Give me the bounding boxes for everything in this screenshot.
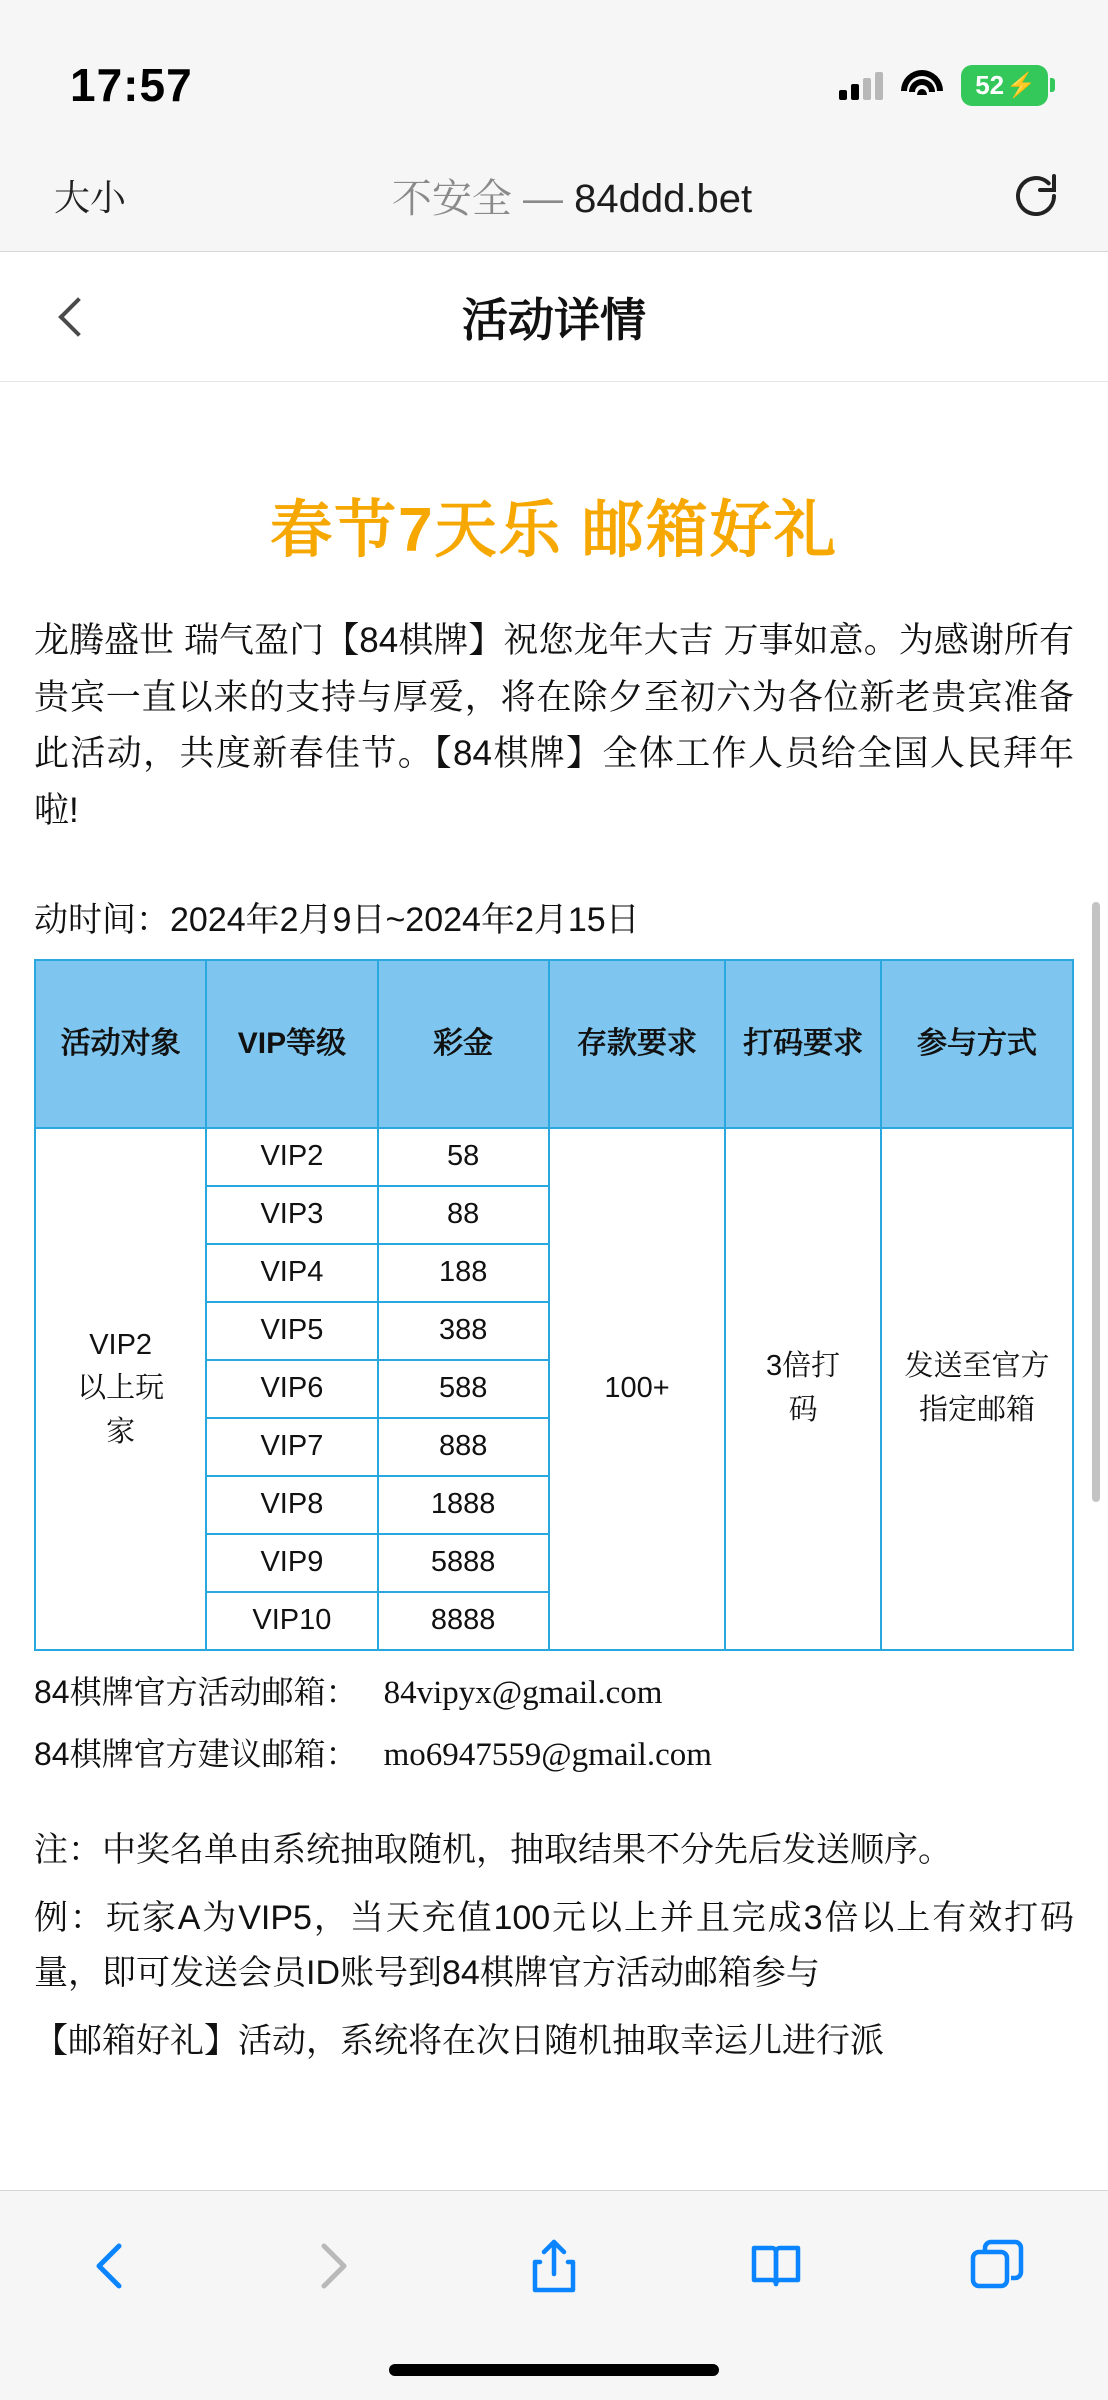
promo-timeline: 动时间：2024年2月9日~2024年2月15日: [34, 900, 640, 939]
reload-icon[interactable]: [1008, 168, 1064, 224]
cell-vip-level: VIP7: [206, 1418, 377, 1476]
bookmarks-icon[interactable]: [731, 2221, 821, 2311]
cell-vip-level: VIP5: [206, 1302, 377, 1360]
table-header-vip-level: VIP等级: [206, 960, 377, 1128]
official-suggestion-email-address: mo6947559@gmail.com: [383, 1736, 712, 1773]
address-field[interactable]: [154, 167, 990, 224]
table-header-target: 活动对象: [35, 960, 206, 1128]
address-domain: 84ddd.bet: [574, 177, 753, 221]
promo-notes: [34, 1823, 1074, 2069]
cell-bonus: 5888: [378, 1534, 549, 1592]
tabs-icon[interactable]: [952, 2221, 1042, 2311]
table-header-wager: 打码要求: [725, 960, 881, 1128]
insecure-label: 不安全: [391, 177, 512, 221]
page-scrollbar[interactable]: [1092, 902, 1100, 1502]
promo-note-2: 例：玩家A为VIP5，当天充值100元以上并且完成3倍以上有效打码量，即可发送会员ID账号到84棋牌官方活动邮箱参与: [34, 1899, 1074, 1992]
page-header: [0, 252, 1108, 382]
promo-intro-text: 龙腾盛世 瑞气盈门【84棋牌】祝您龙年大吉 万事如意。为感谢所有贵宾一直以来的支持与厚爱，将在除夕至初六为各位新老贵宾准备此活动，共度新春佳节。【84棋牌】全体工作人员给全国人民拜年啦!: [34, 621, 1074, 831]
nav-back-icon[interactable]: [66, 2221, 156, 2311]
official-event-email-label: 84棋牌官方活动邮箱：: [34, 1673, 358, 1710]
status-time: 17:57: [70, 59, 193, 111]
cell-deposit-requirement: 100+: [549, 1128, 725, 1650]
nav-forward-icon: [287, 2221, 377, 2311]
browser-toolbar: [0, 2190, 1108, 2340]
cell-bonus: 1888: [378, 1476, 549, 1534]
cell-vip-level: VIP10: [206, 1592, 377, 1650]
cell-bonus: 188: [378, 1244, 549, 1302]
bolt-icon: ⚡: [1006, 71, 1036, 99]
address-separator: —: [523, 177, 564, 221]
official-suggestion-email-label: 84棋牌官方建议邮箱：: [34, 1735, 358, 1772]
table-header-deposit: 存款要求: [549, 960, 725, 1128]
cell-wager-requirement: 3倍打 码: [725, 1128, 881, 1650]
cell-bonus: 888: [378, 1418, 549, 1476]
battery-status-badge: [961, 65, 1048, 106]
home-indicator-area: [0, 2340, 1108, 2400]
cell-bonus: 388: [378, 1302, 549, 1360]
cell-vip-level: VIP6: [206, 1360, 377, 1418]
cell-vip-level: VIP3: [206, 1186, 377, 1244]
cell-bonus: 88: [378, 1186, 549, 1244]
table-header-join: 参与方式: [881, 960, 1073, 1128]
text-size-button[interactable]: 大小: [54, 177, 127, 218]
battery-level-label: 52: [975, 69, 1005, 100]
promo-note-1: 注：中奖名单由系统抽取随机，抽取结果不分先后发送顺序。: [34, 1830, 952, 1869]
table-header-bonus: 彩金: [378, 960, 549, 1128]
page-title: 活动详情: [462, 293, 646, 346]
promo-note-3: 【邮箱好礼】活动，系统将在次日随机抽取幸运儿进行派: [34, 2021, 884, 2060]
page-content: [0, 382, 1108, 2190]
browser-address-bar[interactable]: [0, 140, 1108, 252]
official-event-email-address: 84vipyx@gmail.com: [383, 1674, 663, 1711]
promo-banner-title: 春节7天乐 邮箱好礼: [270, 496, 838, 565]
home-indicator[interactable]: [389, 2364, 719, 2376]
promo-table: [34, 959, 1074, 1651]
cell-bonus: 58: [378, 1128, 549, 1186]
wifi-icon: [901, 70, 943, 100]
official-suggestion-email-row: [34, 1729, 1074, 1775]
cell-vip-level: VIP4: [206, 1244, 377, 1302]
cell-vip-level: VIP2: [206, 1128, 377, 1186]
status-bar: [0, 0, 1108, 140]
official-event-email-row: [34, 1667, 1074, 1713]
back-chevron-icon[interactable]: [56, 297, 96, 337]
status-indicators: [839, 65, 1048, 106]
cell-vip-level: VIP9: [206, 1534, 377, 1592]
table-row: [35, 1128, 1073, 1186]
table-header-row: [35, 960, 1073, 1128]
share-icon[interactable]: [509, 2221, 599, 2311]
cell-vip-level: VIP8: [206, 1476, 377, 1534]
cell-bonus: 588: [378, 1360, 549, 1418]
cell-bonus: 8888: [378, 1592, 549, 1650]
cellular-signal-icon: [839, 70, 883, 100]
cell-join-method: 发送至官方 指定邮箱: [881, 1128, 1073, 1650]
cell-target-players: VIP2 以上玩 家: [35, 1128, 206, 1650]
